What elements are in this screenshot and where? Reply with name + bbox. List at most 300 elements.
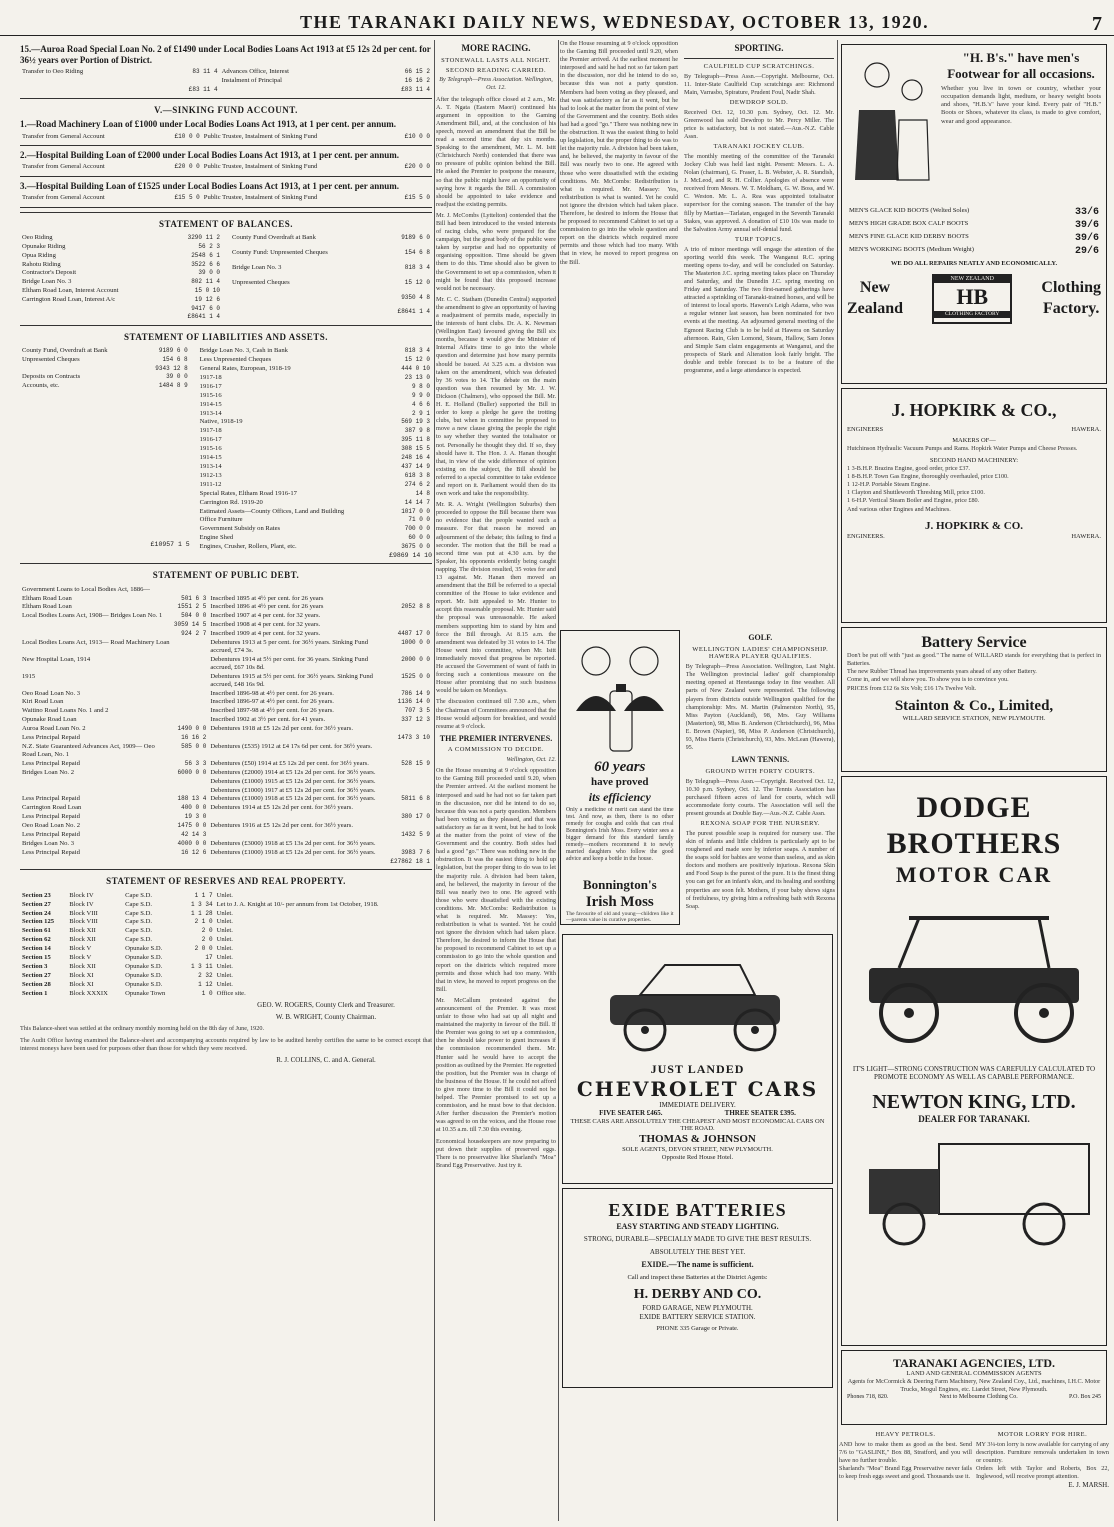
ledger-item: Public Trustee, Instalment of Sinking Fund bbox=[203, 132, 318, 140]
table-row bbox=[20, 689, 432, 698]
battery-title: Battery Service bbox=[921, 634, 1027, 651]
row-label bbox=[20, 305, 168, 313]
truck-illustration bbox=[849, 1124, 1099, 1264]
dodge-sub: MOTOR CAR bbox=[895, 862, 1053, 887]
exide-name: EXIDE.—The name is sufficient. bbox=[641, 1259, 754, 1269]
column-rule bbox=[558, 40, 559, 1521]
price-item: MEN'S FINE GLACE KID DERBY BOOTS bbox=[849, 232, 969, 240]
row-value: 308 15 5 bbox=[401, 445, 430, 453]
reserve-block: Block XXXIX bbox=[69, 989, 108, 997]
lorry-ad bbox=[976, 1429, 1109, 1490]
battery-firm: Stainton & Co., Limited, bbox=[894, 697, 1054, 714]
table-row bbox=[20, 373, 190, 382]
debt-terms: Debentures 1918 at £5 12s 2d per cent. for 36½ years. bbox=[210, 725, 353, 733]
table-row bbox=[20, 621, 432, 630]
table-row bbox=[20, 759, 432, 768]
table-row bbox=[847, 206, 1101, 219]
debt-item: Auroa Road Loan No. 2 bbox=[22, 725, 86, 733]
ledger-item bbox=[220, 85, 366, 93]
hopkirk-makers-text: Hutchinson Hydraulic Vacuum Pumps and Rams. Hopkirk Water Pumps and Cheese Presses. bbox=[847, 445, 1078, 453]
reserve-district: Opunake S.D. bbox=[125, 971, 163, 979]
hb-factory: Factory. bbox=[1043, 299, 1100, 317]
divider bbox=[20, 176, 432, 177]
battery-addr: WILLARD SERVICE STATION, NEW PLYMOUTH. bbox=[902, 714, 1046, 722]
debt-terms bbox=[208, 813, 388, 822]
reserve-status: Let to J. A. Knight at 10/- per annum from 1st October, 1918. bbox=[216, 900, 379, 908]
row-label: 1915-16 bbox=[199, 445, 222, 453]
debt-total: 1525 0 0 bbox=[401, 672, 430, 680]
battery-ad bbox=[841, 627, 1107, 772]
bonnington-efficiency: its efficiency bbox=[588, 789, 651, 804]
divider bbox=[20, 325, 432, 326]
reserve-area: 1 1 28 bbox=[190, 909, 213, 917]
ledger-value: 66 15 2 bbox=[404, 68, 430, 76]
reserve-status: Office site. bbox=[216, 989, 246, 997]
divider bbox=[20, 145, 432, 146]
premier-para: Mr. McCallum protested against the announcement of the Premier. It was most unfair to those who had sat up all night and maintained the majority in favour of the Bill. If the Premier was going to set up a commission, then he should take power to grant increases if the commission recommended them. Mr. Hunter said he would have to accept the position as outlined by the Premier. He regretted the position, but the Premier was in charge of the business of the House. If he could not afford to give more time to the Bill it could not be helped. The Premier promised to set up a commission, and he must bow to that decision. After further discussion the Premier's motion was agreed to on the voices, and the House rose at 10.35 a.m. till 7.30 this evening. bbox=[436, 996, 556, 1134]
hopkirk-hawera: HAWERA. bbox=[1071, 425, 1101, 433]
row-value: 444 0 10 bbox=[401, 365, 430, 373]
debt-item: Less Principal Repaid bbox=[22, 831, 80, 839]
debt-terms: Inscribed 1897-98 at 4½ per cent. for 26 years. bbox=[210, 707, 334, 715]
row-value: 9417 6 0 bbox=[191, 305, 220, 313]
row-value: 23 13 0 bbox=[404, 373, 430, 381]
debt-amount: 56 3 3 bbox=[184, 759, 207, 767]
golf-tennis-section bbox=[686, 630, 835, 930]
row-label: 1913-14 bbox=[199, 463, 222, 470]
table-row bbox=[198, 534, 432, 543]
debt-amount bbox=[172, 655, 208, 672]
debt-item: Opunake Road Loan bbox=[22, 716, 77, 724]
reserve-district: Cape S.D. bbox=[125, 900, 153, 908]
masthead bbox=[0, 10, 1114, 36]
page-number: 7 bbox=[1092, 13, 1102, 35]
reserve-section: Section 3 bbox=[22, 962, 48, 970]
agencies-text: Agents for McCormick & Deering Farm Machinery, New Zealand Coy., Ltd., machines, I.H.C. Motor Trucks, Mogul Engines, etc. Liardet Street, New Plymouth. bbox=[847, 1378, 1101, 1394]
row-value: 9 8 0 bbox=[411, 382, 430, 390]
row-label: 1912-13 bbox=[199, 471, 222, 479]
bonnington-brand2: Irish Moss bbox=[585, 893, 654, 910]
sinking-loan-table bbox=[20, 194, 432, 203]
debt-total: 4487 17 0 bbox=[397, 630, 430, 638]
reserve-block: Block XII bbox=[69, 936, 96, 944]
reserve-block: Block IV bbox=[69, 900, 94, 908]
hopkirk-footer-r: HAWERA. bbox=[1071, 532, 1101, 540]
debt-total bbox=[388, 786, 432, 795]
debt-total: £27862 18 1 bbox=[390, 857, 430, 865]
debt-item bbox=[20, 857, 172, 865]
debt-amount bbox=[172, 857, 208, 865]
row-label: Government Subsidy on Rates bbox=[199, 525, 281, 533]
reserve-status: Unlet. bbox=[216, 945, 233, 953]
battery-line2: The new Rubber Thread has improvements years ahead of any other Battery. bbox=[847, 668, 1037, 676]
row-label: Engine Shed bbox=[199, 534, 234, 542]
table-row bbox=[198, 418, 432, 427]
public-debt-title: STATEMENT OF PUBLIC DEBT. bbox=[152, 570, 300, 581]
debt-total bbox=[388, 725, 432, 734]
list-item: 1 12-H.P. Portable Steam Engine. bbox=[847, 481, 931, 489]
sinking-loan-heading: 2.—Hospital Building Loan of £2000 under Local Bodies Loans Act 1913, at 1 per cent. per annum. bbox=[20, 150, 400, 161]
debt-amount bbox=[172, 672, 208, 689]
audit-note: The Audit Office having examined the Balance-sheet and accompanying accounts required by law to be audited hereby certifies the same to be correct except that interest moneys have been used for purposes other than those for which they were received. bbox=[20, 1036, 432, 1053]
agencies-phone: Phones 718, 820. bbox=[847, 1394, 889, 1401]
bonnington-illustration bbox=[566, 636, 674, 756]
row-value: 700 0 0 bbox=[404, 525, 430, 533]
settled-note: This Balance-sheet was settled at the ordinary monthly morning held on the 8th day of June, 1920. bbox=[20, 1024, 265, 1032]
table-row bbox=[198, 409, 432, 418]
debt-terms: Inscribed 1896-97 at 4½ per cent. for 26 years. bbox=[210, 698, 334, 706]
sinking-loan-heading: 1.—Road Machinery Loan of £1000 under Local Bodies Loans Act 1913, at 1 per cent. per annum. bbox=[20, 119, 397, 130]
debt-amount bbox=[172, 698, 208, 707]
row-value: 9350 4 8 bbox=[401, 293, 430, 301]
divider bbox=[20, 98, 432, 99]
table-row bbox=[20, 132, 432, 141]
tennis-title: LAWN TENNIS. bbox=[731, 755, 790, 765]
table-row bbox=[198, 427, 432, 436]
debt-terms: Inscribed 1896 at 4½ per cent. for 26 years bbox=[210, 603, 324, 611]
reserve-status: Unlet. bbox=[216, 936, 233, 944]
debt-terms: Debentures (£1000) 1915 at £5 12s 2d per cent. for 36½ years. bbox=[210, 777, 376, 785]
reserve-status: Unlet. bbox=[216, 980, 233, 988]
table-row bbox=[20, 163, 432, 172]
debt-item bbox=[20, 630, 172, 639]
table-row bbox=[20, 585, 432, 594]
row-label: 1911-12 bbox=[199, 480, 222, 488]
continued-column bbox=[560, 40, 678, 625]
debt-total bbox=[388, 621, 432, 630]
reserve-block: Block V bbox=[69, 945, 92, 953]
table-row bbox=[20, 954, 432, 963]
exide-call: Call and inspect these Batteries at the District Agents: bbox=[627, 1273, 768, 1281]
table-row bbox=[230, 307, 432, 321]
reserve-district: Opunake S.D. bbox=[125, 980, 163, 988]
list-item: 1 Clayton and Shuttleworth Threshing Mill, price £100. bbox=[847, 489, 985, 497]
chevrolet-title: CHEVROLET CARS bbox=[576, 1076, 819, 1101]
news-column-racing bbox=[436, 40, 556, 1521]
debt-terms: Debentures 1915 at 5½ per cent. for 36½ years. Sinking Fund accrued, £48 16s 9d. bbox=[210, 672, 373, 688]
table-row bbox=[198, 391, 432, 400]
table-row bbox=[198, 445, 432, 454]
table-row bbox=[198, 543, 432, 552]
debt-total bbox=[388, 585, 432, 594]
ledger-item: Transfer from General Account bbox=[22, 163, 105, 171]
chevrolet-three: THREE SEATER £395. bbox=[724, 1109, 796, 1118]
dodge-text: IT'S LIGHT—STRONG CONSTRUCTION WAS CAREFULLY CALCULATED TO PROMOTE ECONOMY AS WELL AS CAPABLE PERFORMANCE. bbox=[852, 1064, 1096, 1082]
battery-line3: Come in, and we will show you. To show you is to convince you. bbox=[847, 676, 1009, 684]
ledger-value: 83 11 4 bbox=[192, 68, 218, 76]
debt-amount: 19 3 0 bbox=[184, 813, 207, 821]
debt-amount: 504 0 0 bbox=[181, 612, 207, 620]
row-value: 3522 6 6 bbox=[191, 260, 220, 268]
debt-total: 1473 3 10 bbox=[397, 734, 430, 742]
agencies-sub: LAND AND GENERAL COMMISSION AGENTS bbox=[906, 1370, 1042, 1378]
cup-title: CAULFIELD CUP SCRATCHINGS. bbox=[703, 62, 815, 70]
hb-logo-top: NEW ZEALAND bbox=[934, 276, 1010, 283]
row-value: 39 0 0 bbox=[198, 269, 220, 277]
ledger-item: Public Trustee, Instalment of Sinking Fund bbox=[203, 163, 318, 171]
table-row bbox=[198, 365, 432, 374]
row-label: Less Unpresented Cheques bbox=[199, 356, 272, 364]
row-label: Rahotu Riding bbox=[22, 260, 61, 268]
table-row bbox=[20, 594, 432, 603]
lorry-orders: Orders left with Taylor and Roberts, Box 22, Inglewood, will receive prompt attention. bbox=[976, 1465, 1109, 1481]
list-item: And various other Engines and Machines. bbox=[847, 505, 951, 513]
row-label: Bridge Loan No. 3 bbox=[232, 263, 282, 271]
row-label: Office Furniture bbox=[199, 516, 243, 524]
row-label: Engines, Crusher, Rollers, Plant, etc. bbox=[199, 543, 297, 551]
reserve-district: Cape S.D. bbox=[125, 927, 153, 935]
list-item: 1 3-B.H.P. Brazins Engine, good order, price £37. bbox=[847, 465, 970, 473]
tennis-sub: GROUND WITH FORTY COURTS. bbox=[705, 767, 816, 775]
debt-amount bbox=[172, 716, 208, 725]
table-row bbox=[847, 232, 1101, 245]
debt-amount: 16 12 6 bbox=[181, 848, 207, 856]
bonnington-foot: The favourite of old and young—children like it—parents value its curative properties. bbox=[566, 910, 674, 924]
reserve-area: 1 0 bbox=[201, 989, 213, 997]
premier-sub: A COMMISSION TO DECIDE. bbox=[447, 746, 545, 754]
reserve-district: Cape S.D. bbox=[125, 936, 153, 944]
debt-terms bbox=[208, 585, 388, 594]
row-label: Special Rates, Eltham Road 1916-17 bbox=[199, 489, 297, 497]
premier-title: THE PREMIER INTERVENES. bbox=[439, 733, 553, 743]
debt-item: Less Principal Repaid bbox=[22, 734, 80, 742]
row-value: 3675 0 0 bbox=[401, 543, 430, 551]
hopkirk-second: SECOND HAND MACHINERY: bbox=[929, 457, 1019, 465]
debt-item: Bridges Loan No. 3 bbox=[22, 839, 75, 847]
reserve-block: Block XI bbox=[69, 971, 94, 979]
row-value: 14 8 bbox=[415, 489, 430, 497]
debt-terms: Debentures (£1000) 1917 at £5 12s 2d per cent. for 36½ years. bbox=[210, 786, 376, 794]
reserve-status: Unlet. bbox=[216, 909, 233, 917]
row-value: 802 11 4 bbox=[191, 278, 220, 286]
debt-terms: Inscribed 1907 at 4 per cent. for 32 years. bbox=[210, 612, 321, 620]
rexona-body: The purest possible soap is required for nursery use. The skin of infants and little children is particularly apt to be roughened and made sore by inferior soaps. A number of the soaps sold for babies are worse than useless, and as skin doctors and mothers are positively injurious. Rexona Skin and Food Soap is the purest of the pure. It is the finest thing you can get for an infant's skin, and its healing and soothing properties are soon felt. Mothers, if your baby shows signs of fretfulness, try giving him a refreshing bath with Rexona Soap. bbox=[685, 829, 835, 910]
table-row bbox=[20, 795, 432, 804]
column-rule bbox=[434, 40, 435, 1521]
petrols-ad bbox=[839, 1429, 972, 1490]
table-row bbox=[20, 971, 432, 980]
table-row bbox=[20, 698, 432, 707]
table-row bbox=[198, 489, 432, 498]
price-value: 29/6 bbox=[1074, 245, 1099, 257]
table-row bbox=[20, 194, 432, 203]
reserve-district: Opunake Town bbox=[125, 989, 166, 997]
reserve-block: Block IV bbox=[69, 891, 94, 899]
table-row bbox=[20, 813, 432, 822]
row-value: 3290 11 2 bbox=[187, 233, 220, 241]
table-row bbox=[20, 989, 432, 998]
hb-illustration bbox=[847, 50, 937, 200]
debt-item bbox=[20, 786, 172, 795]
row-label: Carrington Road Loan, Interest A/c bbox=[22, 296, 116, 304]
row-label: Contractor's Deposit bbox=[22, 269, 77, 277]
dodge-dealer: NEWTON KING, LTD. bbox=[872, 1090, 1076, 1113]
reserve-section: Section 14 bbox=[22, 945, 51, 953]
signature-clerk: GEO. W. ROGERS, County Clerk and Treasurer. bbox=[257, 1001, 395, 1010]
reserve-status: Unlet. bbox=[216, 962, 233, 970]
row-label: Oeo Riding bbox=[22, 233, 53, 241]
exide-best: ABSOLUTELY THE BEST YET. bbox=[649, 1247, 746, 1256]
row-value: 15 12 0 bbox=[404, 356, 430, 364]
chevrolet-note: THESE CARS ARE ABSOLUTELY THE CHEAPEST AND MOST ECONOMICAL CARS ON THE ROAD. bbox=[570, 1117, 825, 1133]
debt-amount: 16 16 2 bbox=[181, 734, 207, 742]
list-item: 1 8-B.H.P. Town Gas Engine, thoroughly overhauled, price £100. bbox=[847, 473, 1009, 481]
hopkirk-footer-l: ENGINEERS. bbox=[847, 532, 885, 540]
row-value: 274 6 2 bbox=[404, 480, 430, 488]
debt-item: N.Z. State Guaranteed Advances Act, 1909— Oeo Road Loan, No. 1 bbox=[22, 742, 155, 758]
reserve-block: Block XI bbox=[69, 980, 94, 988]
debt-amount: 3059 14 5 bbox=[173, 621, 207, 629]
table-row bbox=[20, 734, 432, 743]
racing-sub2: SECOND READING CARRIED. bbox=[445, 66, 547, 74]
bonnington-proved: have proved bbox=[591, 776, 649, 789]
jockey-title: TARANAKI JOCKEY CLUB. bbox=[713, 143, 805, 151]
liabilities-grid bbox=[20, 347, 432, 560]
signature-chairman: W. B. WRIGHT, County Chairman. bbox=[275, 1012, 377, 1021]
ledger-value: £10 0 0 bbox=[404, 132, 430, 140]
sinking-fund-list bbox=[20, 119, 432, 207]
debt-amount bbox=[172, 639, 208, 656]
table-row bbox=[20, 278, 222, 287]
debt-terms bbox=[208, 734, 388, 743]
turf-body: A trio of minor meetings will engage the attention of the sporting world this week. The Wanganui R.C. spring meeting opens to-day, and will be concluded on Saturday. The Masterton J.C. spring meeting takes place on Thursday and Saturday, and the Dunedin J.C. spring meeting on Friday and Saturday. The two first-named gatherings have attracted a sprinkling of Taranaki-trained horses, and will be of interest to local sports. Hawera's Leigh Adams, who was a regular winner last season, has been nominated for two events at the meeting. An adjourned general meeting of the Egmont Racing Club is to be held at Hawera on Saturday afternoon. Rain, Glen Lomond, Steam, Hallow, Sam Jones and Simple Sam claim engagements at Wanganui, and the prospects of Stark and Alteration look fairly bright. The double and treble forecast is to be a feature of the programme, and a large attendance is expected. bbox=[684, 245, 834, 374]
table-row bbox=[20, 77, 432, 86]
racing-para: The discussion continued till 7.30 a.m., when the Chairman of Committees announced that the House would adjourn for breakfast, and would resume at 9 o'clock. bbox=[436, 698, 556, 730]
reserve-block: Block XII bbox=[69, 962, 96, 970]
row-value: 19 12 6 bbox=[194, 296, 220, 304]
row-value: 56 2 3 bbox=[198, 242, 220, 250]
exide-station: EXIDE BATTERY SERVICE STATION. bbox=[639, 1312, 756, 1321]
row-value: 618 3 8 bbox=[404, 471, 430, 479]
premier-para: On the House resuming at 9 o'clock opposition to the Gaming Bill proceeded until 9.20, when the Premier arrived. At the earliest moment he interposed and said he had not so far taken part in the discussion, nor did he intend to do so, because this was not a party question. Members had been voting as they pleased, and that was satisfactory as far as it went, but he had to look at the matter from the point of view of the Government and the country. Both sides had had a good "go." There was nothing new in the obstruction. It was the easiest thing to hold up legislation, but the proper thing to do was to let the majority rule. A division had been taken, and, he believed, the majority in favour of the Bill was nearly two to one. He agreed with those who were dissatisfied with the existing conditions. Mr. McCombs: Redistribution is what is required. Mr. Massey: Yes, redistribution is what is wanted. Yet he could not ignore the division which had taken place. Therefore, he desired to inform the House that he proposed to recommend Cabinet to set up a commission to go into the whole question and report on the districts which required more permits and those which had too many. With that in view, he moved to report progress on the Bill. bbox=[436, 767, 556, 993]
table-row bbox=[20, 347, 190, 356]
chevrolet-landed: JUST LANDED bbox=[650, 1062, 745, 1077]
table-row bbox=[847, 245, 1101, 258]
chevrolet-five: FIVE SEATER £465. bbox=[599, 1109, 663, 1118]
table-row bbox=[20, 603, 432, 612]
debt-total: 380 17 0 bbox=[401, 813, 430, 821]
reserve-district: Cape S.D. bbox=[125, 918, 153, 926]
hb-ad bbox=[841, 44, 1107, 384]
auroa-heading: 15.—Auroa Road Special Loan No. 2 of £1490 under Local Bodies Loans Act 1913 at £5 12s 2d per cent. for 36½ years over Portion of District. bbox=[20, 44, 431, 65]
ledger-item: Public Trustee, Instalment of Sinking Fund bbox=[203, 194, 318, 202]
table-row bbox=[198, 471, 432, 480]
row-label: Accounts, etc. bbox=[22, 382, 60, 390]
row-label: Carrington Rd. 1919-20 bbox=[199, 498, 263, 506]
battery-prices: PRICES from £12 6s Six Volt; £16 17s Twelve Volt. bbox=[847, 684, 977, 692]
row-value: 387 9 8 bbox=[404, 427, 430, 435]
debt-amount: 188 13 4 bbox=[177, 795, 207, 803]
chevrolet-prices bbox=[568, 1109, 827, 1117]
reserve-block: Block VIII bbox=[69, 909, 98, 917]
debt-amount: 1475 0 0 bbox=[177, 822, 207, 830]
reserve-area: 1 3 11 bbox=[190, 962, 213, 970]
row-label: County Fund: Unpresented Cheques bbox=[232, 248, 328, 256]
debt-amount bbox=[172, 777, 208, 786]
row-label: 1913-14 bbox=[199, 409, 222, 417]
dewdrop-title: DEWDROP SOLD. bbox=[729, 98, 789, 106]
table-row bbox=[198, 525, 432, 534]
reserve-section: Section 23 bbox=[22, 891, 51, 899]
reserve-block: Block VIII bbox=[69, 918, 98, 926]
table-row bbox=[230, 293, 432, 307]
row-value: 248 16 4 bbox=[401, 454, 430, 462]
table-row bbox=[20, 768, 432, 777]
balances-grid bbox=[20, 233, 432, 321]
debt-item: Less Principal Repaid bbox=[22, 813, 80, 821]
racing-para: Mr. C. C. Statham (Dunedin Central) supported the amendment to give an opportunity of having a readjustment of permits made, especially in the interests of hunt clubs. Dr. A. K. Newman (Wellington East) favoured giving the Bill six months, because it would give the Minister of Internal Affairs time to go into the whole question and determine just how many permits should be issued. At 3.25 a.m. a division was taken on the amendment, which was defeated by 36 votes to 14. The debate on the main question was then resumed by Mr. J. W. Dickson (Chalmers), who opposed the Bill. Mr. H. E. Holland (Buller) supported the Bill in order to keep a pledge he gave the trotting clubs, but when in committee he proposed to move a new clause giving the people the right to say whether they wanted the totalisator or not. Personally he thought they did. If so, they should have it. The Hon. J. A. Hanan thought that, in view of the wide difference of opinion existing on the subject, the Bill should be referred to a special committee to take evidence and report on it. Parliament would then do its own work and take the responsibility. bbox=[436, 295, 556, 498]
debt-terms: Debentures 1916 at £5 12s 2d per cent. for 36½ years. bbox=[210, 822, 353, 830]
debt-terms: Debentures (£1000) 1918 at £5 12s 2d per cent. for 36½ years. bbox=[210, 848, 376, 856]
debt-terms: Inscribed 1896-98 at 4½ per cent. for 26 years. bbox=[210, 689, 334, 697]
reserve-section: Section 61 bbox=[22, 927, 51, 935]
tennis-body: By Telegraph—Press Assn.—Copyright. Received Oct. 12, 10.30 p.m. Sydney, Oct. 12. The Tennis Association has purchased fifteen acres of land for courts, which will accommodate forty courts. The Association will sell the present grounds at Double Bay.—Aus.-N.Z. Cable Assn. bbox=[685, 777, 835, 817]
debt-total: 786 14 9 bbox=[401, 689, 430, 697]
row-value: 9189 6 0 bbox=[401, 233, 430, 241]
battery-line1: Don't be put off with "just as good." The name of WILLARD stands for everything that is perfect in Batteries. bbox=[847, 652, 1101, 668]
row-label bbox=[230, 307, 378, 321]
divider bbox=[20, 869, 432, 870]
debt-total: 1000 0 0 bbox=[401, 639, 430, 647]
hb-new: New bbox=[859, 279, 891, 296]
bonnington-ad bbox=[560, 630, 680, 925]
ledger-item bbox=[20, 77, 153, 86]
dodge-for: DEALER FOR TARANAKI. bbox=[918, 1113, 1030, 1124]
debt-terms: Debentures (£50) 1914 at £5 12s 2d per cent. for 36½ years. bbox=[210, 759, 369, 767]
debt-total bbox=[388, 612, 432, 621]
auroa-table bbox=[20, 68, 432, 94]
exide-garage: FORD GARAGE, NEW PLYMOUTH. bbox=[642, 1304, 753, 1313]
row-value: 14 14 7 bbox=[404, 498, 430, 506]
debt-amount: 585 0 0 bbox=[181, 742, 207, 750]
table-row bbox=[20, 672, 432, 689]
chevrolet-car-illustration bbox=[570, 940, 825, 1060]
price-value: 33/6 bbox=[1074, 206, 1099, 218]
table-row bbox=[198, 454, 432, 463]
row-value: 154 6 8 bbox=[162, 356, 188, 364]
hopkirk-footer: J. HOPKIRK & CO. bbox=[924, 519, 1024, 532]
reserve-section: Section 125 bbox=[22, 918, 55, 926]
reserve-district: Opunake S.D. bbox=[125, 962, 163, 970]
chevrolet-ad bbox=[562, 934, 833, 1184]
reserve-area: 2 32 bbox=[198, 971, 213, 979]
table-row bbox=[198, 382, 432, 391]
debt-item: Bridges Loan No. 2 bbox=[22, 768, 75, 776]
table-row bbox=[198, 507, 432, 516]
row-value: 4 6 6 bbox=[411, 400, 430, 408]
reserve-section: Section 1 bbox=[22, 989, 48, 997]
debt-terms: Debentures (£535) 1912 at £4 17s 6d per cent. for 36½ years. bbox=[210, 742, 373, 750]
row-label: Native, 1918-19 bbox=[199, 418, 243, 426]
reserve-area: 1 1 7 bbox=[194, 891, 213, 899]
debt-terms: Debentures 1914 at £5 12s 2d per cent. for 36½ years. bbox=[210, 804, 353, 812]
table-row bbox=[20, 927, 432, 936]
table-row bbox=[20, 848, 432, 857]
reserve-section: Section 28 bbox=[22, 980, 51, 988]
hb-logo-mid: HB bbox=[956, 283, 989, 309]
table-row bbox=[20, 707, 432, 716]
balances-accounts bbox=[20, 233, 222, 321]
debt-item: Carrington Road Loan bbox=[22, 804, 82, 812]
hb-logo bbox=[932, 274, 1012, 324]
debt-item bbox=[20, 777, 172, 786]
sinking-loan-heading: 3.—Hospital Building Loan of £1525 under Local Bodies Loans Act 1913, at 1 per cent. per annum. bbox=[20, 180, 400, 191]
debt-item: Eltham Road Loan bbox=[22, 594, 72, 602]
row-value: 9343 12 8 bbox=[155, 365, 188, 373]
exide-phone: PHONE 335 Garage or Private. bbox=[656, 1324, 739, 1332]
table-row bbox=[20, 612, 432, 621]
row-value: 71 0 0 bbox=[408, 516, 430, 524]
